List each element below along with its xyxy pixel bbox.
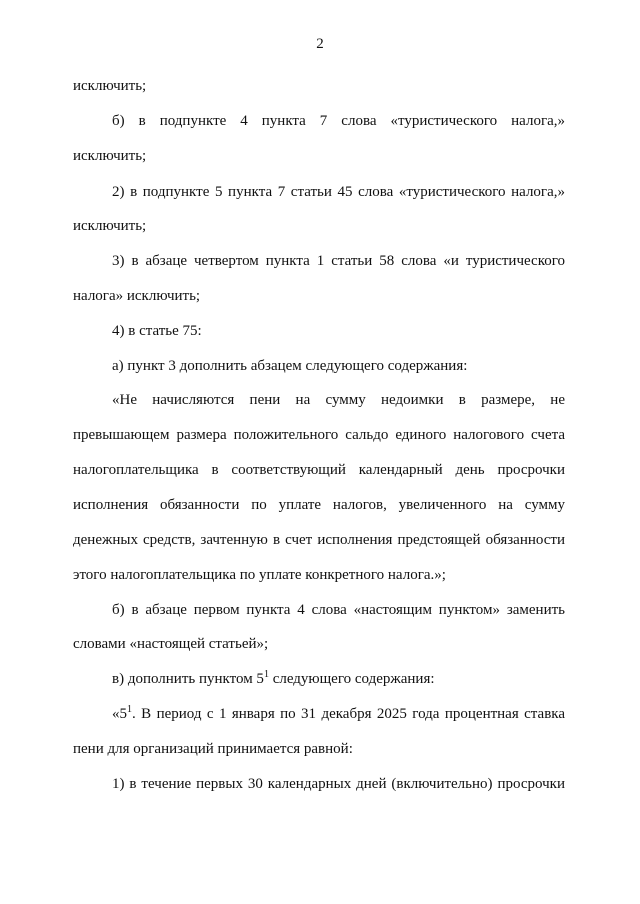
text-line: исключить; — [73, 218, 147, 234]
text-line: исключить; — [73, 148, 147, 164]
text-line: б) в абзаце первом пункта 4 слова «настоящим пунктом» заменить — [112, 602, 565, 618]
text-fragment: следующего содержания: — [268, 671, 435, 687]
text-line: а) пункт 3 дополнить абзацем следующего содержания: — [112, 358, 468, 374]
text-line: «Не начисляются пени на сумму недоимки в размере, не — [112, 392, 565, 408]
text-line: б) в подпункте 4 пункта 7 слова «туристического налога,» — [112, 113, 565, 129]
text-fragment: «5 — [112, 706, 127, 722]
text-line: 2) в подпункте 5 пункта 7 статьи 45 слова «туристического налога,» — [112, 184, 565, 200]
page-number: 2 — [316, 36, 324, 52]
text-line: налога» исключить; — [73, 288, 201, 304]
superscript: 1 — [263, 669, 269, 680]
text-line: пени для организаций принимается равной: — [73, 741, 353, 757]
text-line: 4) в статье 75: — [112, 323, 202, 339]
text-line — [112, 669, 565, 689]
text-line: исполнения обязанности по уплате налогов, увеличенного на сумму — [73, 497, 565, 513]
text-fragment: . В период с 1 января по 31 декабря 2025 года процентная ставка — [132, 706, 565, 722]
text-line: налогоплательщика в соответствующий календарный день просрочки — [73, 462, 565, 478]
superscript: 1 — [127, 704, 132, 715]
text-line: денежных средств, зачтенную в счет исполнения предстоящей обязанности — [73, 532, 565, 548]
text-line: словами «настоящей статьей»; — [73, 636, 269, 652]
text-line: 1) в течение первых 30 календарных дней (включительно) просрочки — [112, 776, 565, 792]
text-line: исключить; — [73, 78, 147, 94]
text-line: превышающем размера положительного сальдо единого налогового счета — [73, 427, 565, 443]
text-line — [112, 704, 565, 724]
text-line: этого налогоплательщика по уплате конкретного налога.»; — [73, 567, 446, 583]
text-line: 3) в абзаце четвертом пункта 1 статьи 58 слова «и туристического — [112, 253, 565, 269]
text-fragment: в) дополнить пунктом 5 — [112, 671, 264, 687]
